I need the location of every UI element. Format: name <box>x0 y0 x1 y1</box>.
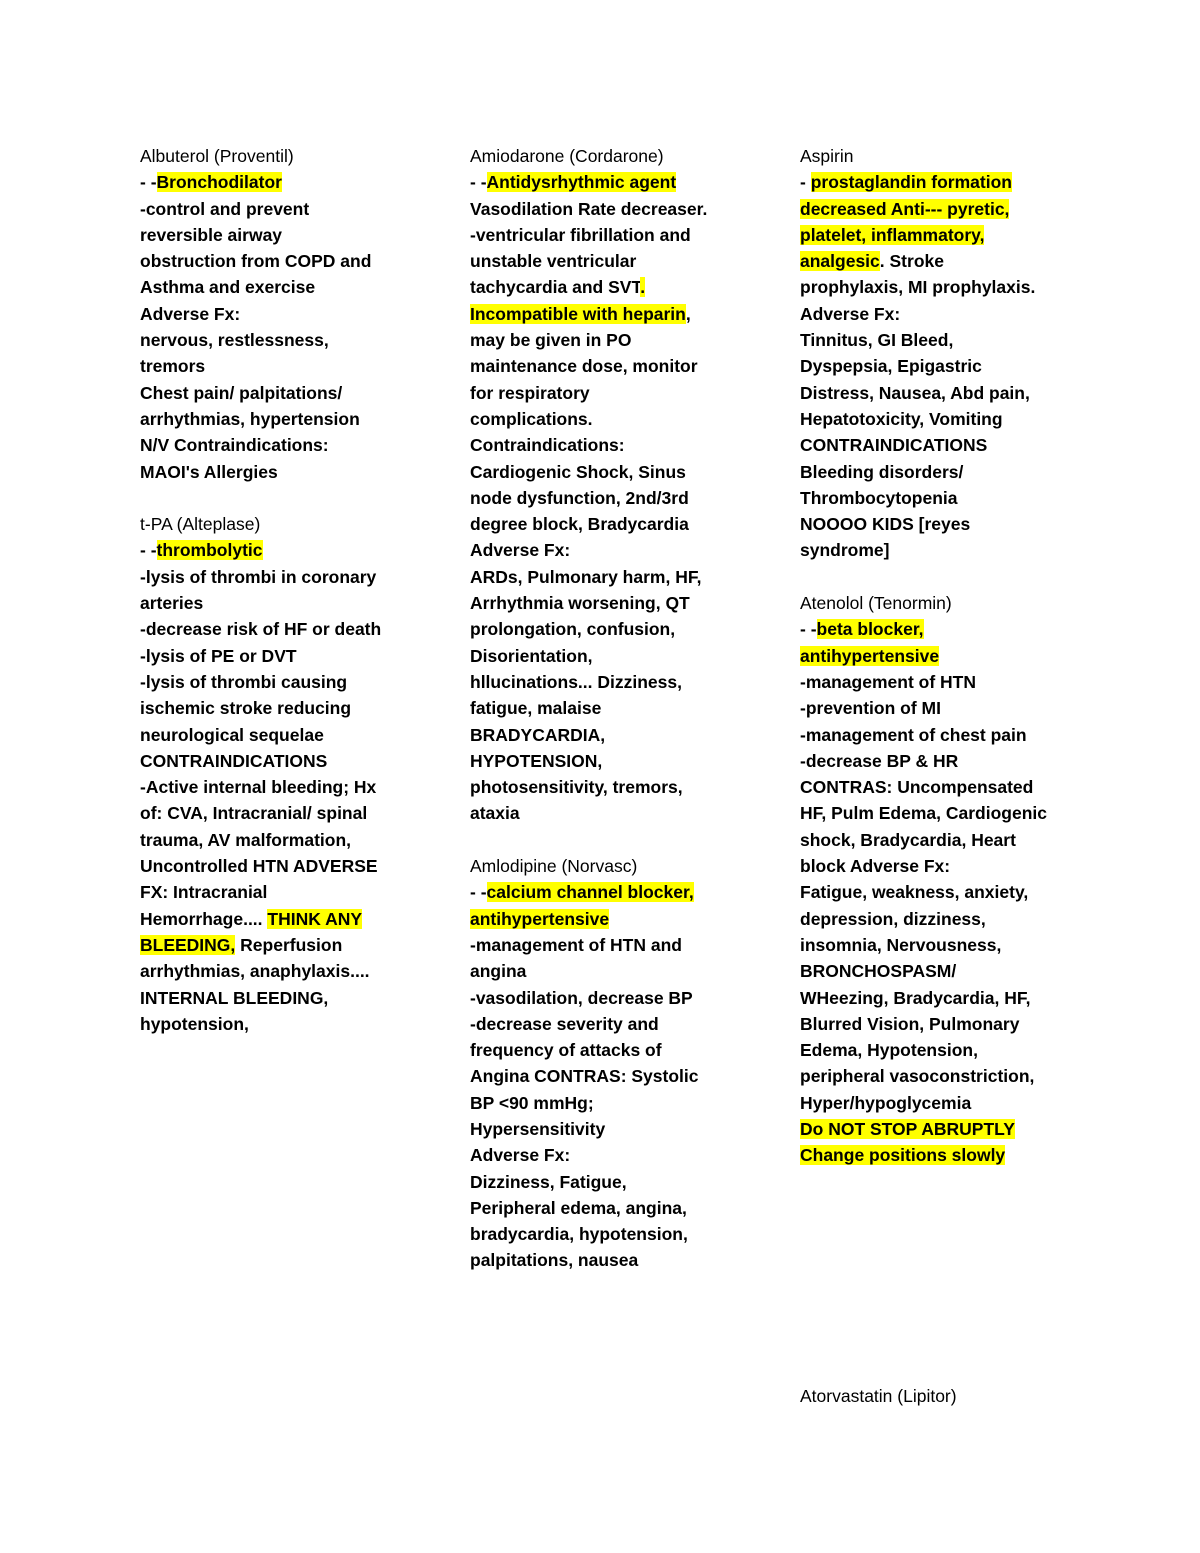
text-line: -lysis of PE or DVT <box>140 645 297 666</box>
amlodipine-body <box>470 932 770 1274</box>
text-line: unstable ventricular <box>470 251 637 272</box>
text: Reperfusion <box>235 934 343 955</box>
aspirin-body <box>800 274 1100 563</box>
text-line: Cardiogenic Shock, Sinus <box>470 461 686 482</box>
atenolol-class-line <box>800 616 1100 642</box>
tpa-title: t-PA (Alteplase) <box>140 514 261 535</box>
text-line: block Adverse Fx: <box>800 856 951 877</box>
text-line: -decrease BP & HR <box>800 750 959 771</box>
text-line: -prevention of MI <box>800 698 941 719</box>
column-1 <box>140 143 430 1037</box>
text-line: angina <box>470 961 527 982</box>
text-line: hypotension, <box>140 1013 249 1034</box>
aspirin-highlight-3: platelet, inflammatory, <box>800 224 985 245</box>
text-line: N/V Contraindications: <box>140 435 329 456</box>
text-line: CONTRAS: Uncompensated <box>800 777 1034 798</box>
text-line: Angina CONTRAS: Systolic <box>470 1066 699 1087</box>
text: . Stroke <box>879 251 944 272</box>
text-line: -management of HTN and <box>470 934 682 955</box>
text-line: FX: Intracranial <box>140 882 268 903</box>
text-line: bradycardia, hypotension, <box>470 1224 688 1245</box>
text: , <box>685 303 691 324</box>
text-line: Hypersensitivity <box>470 1118 606 1139</box>
aspirin-hl-line-1 <box>800 169 1100 195</box>
atenolol-body <box>800 669 1100 1116</box>
text-line: HF, Pulm Edema, Cardiogenic <box>800 803 1047 824</box>
text-line: Bleeding disorders/ <box>800 461 964 482</box>
text-line: Fatigue, weakness, anxiety, <box>800 882 1029 903</box>
text-line: Arrhythmia worsening, QT <box>470 593 690 614</box>
albuterol-class-line <box>140 169 430 195</box>
amiodarone-body-2 <box>470 327 770 827</box>
text-line: Thrombocytopenia <box>800 487 958 508</box>
spacer <box>140 485 430 511</box>
text-line: hllucinations... Dizziness, <box>470 671 682 692</box>
text-line: Distress, Nausea, Abd pain, <box>800 382 1030 403</box>
text-line: arrhythmias, hypertension <box>140 408 360 429</box>
text-line: -control and prevent <box>140 198 310 219</box>
aspirin-highlight-1: prostaglandin formation <box>810 172 1012 193</box>
amiodarone-class-line <box>470 169 770 195</box>
text-line: may be given in PO <box>470 330 632 351</box>
dash: - - <box>800 619 817 640</box>
text-line: NOOOO KIDS [reyes <box>800 514 971 535</box>
tpa-class-line <box>140 537 430 563</box>
atenolol-warning-1-line <box>800 1116 1100 1142</box>
text-line: of: CVA, Intracranial/ spinal <box>140 803 368 824</box>
highlight-bleeding: BLEEDING, <box>140 934 236 955</box>
text-line: Tinnitus, GI Bleed, <box>800 330 954 351</box>
text-line: -lysis of thrombi causing <box>140 671 348 692</box>
text-line: Adverse Fx: <box>470 1145 571 1166</box>
text-line: -lysis of thrombi in coronary <box>140 566 377 587</box>
amiodarone-class: Antidysrhythmic agent <box>486 172 677 193</box>
text-line: obstruction from COPD and <box>140 251 372 272</box>
aspirin-hl-line-4 <box>800 248 1100 274</box>
atenolol-title: Atenolol (Tenormin) <box>800 593 952 614</box>
atenolol-class-2: antihypertensive <box>800 645 940 666</box>
text-line: MAOI's Allergies <box>140 461 278 482</box>
text-line: Hyper/hypoglycemia <box>800 1092 972 1113</box>
amlodipine-class-2: antihypertensive <box>470 908 610 929</box>
text-line: CONTRAINDICATIONS <box>140 750 328 771</box>
text-line: complications. <box>470 408 593 429</box>
atenolol-class-1: beta blocker, <box>816 619 924 640</box>
text-line: degree block, Bradycardia <box>470 514 689 535</box>
text-line: Contraindications: <box>470 435 625 456</box>
aspirin-hl-line-2 <box>800 196 1100 222</box>
text-line: for respiratory <box>470 382 590 403</box>
text-line: prolongation, confusion, <box>470 619 676 640</box>
atenolol-warning-2-line <box>800 1142 1100 1168</box>
text-line: insomnia, Nervousness, <box>800 934 1002 955</box>
aspirin-highlight-4: analgesic <box>800 251 880 272</box>
text-line: prophylaxis, MI prophylaxis. <box>800 277 1036 298</box>
text-line: Edema, Hypotension, <box>800 1040 978 1061</box>
aspirin-title: Aspirin <box>800 146 854 166</box>
highlight-heparin: Incompatible with heparin <box>470 303 686 324</box>
text-line: reversible airway <box>140 224 283 245</box>
text-line: node dysfunction, 2nd/3rd <box>470 487 689 508</box>
text-line: Chest pain/ palpitations/ <box>140 382 343 403</box>
albuterol-class: Bronchodilator <box>156 172 282 193</box>
text-line: arteries <box>140 593 204 614</box>
text-line: peripheral vasoconstriction, <box>800 1066 1035 1087</box>
text: Hemorrhage.... <box>140 908 268 929</box>
albuterol-body <box>140 196 430 485</box>
text-line: photosensitivity, tremors, <box>470 777 683 798</box>
text-line: syndrome] <box>800 540 890 561</box>
highlight-think-any: THINK ANY <box>267 908 363 929</box>
column-2 <box>470 143 770 1274</box>
text: tachycardia and SVT <box>470 277 641 298</box>
text-line: BP <90 mmHg; <box>470 1092 594 1113</box>
text-line: INTERNAL BLEEDING, <box>140 987 329 1008</box>
text-line: -vasodilation, decrease BP <box>470 987 693 1008</box>
text-line: ataxia <box>470 803 520 824</box>
text-line: CONTRAINDICATIONS <box>800 435 988 456</box>
column-3 <box>800 143 1100 1169</box>
text-line: Dyspepsia, Epigastric <box>800 356 982 377</box>
amiodarone-body <box>470 196 770 275</box>
atenolol-warning-1: Do NOT STOP ABRUPTLY <box>800 1118 1015 1139</box>
text-line: trauma, AV malformation, <box>140 829 352 850</box>
text-line: HYPOTENSION, <box>470 750 603 771</box>
text-line: ARDs, Pulmonary harm, HF, <box>470 566 702 587</box>
spacer <box>800 564 1100 590</box>
tpa-body-2 <box>140 958 430 1037</box>
text-line: ischemic stroke reducing <box>140 698 352 719</box>
dash: - <box>800 172 811 193</box>
text-line: Disorientation, <box>470 645 593 666</box>
albuterol-title: Albuterol (Proventil) <box>140 146 294 166</box>
amlodipine-class-line-2 <box>470 906 770 932</box>
text-line: maintenance dose, monitor <box>470 356 698 377</box>
amlodipine-title: Amlodipine (Norvasc) <box>470 856 638 877</box>
text-line: -management of HTN <box>800 671 976 692</box>
amlodipine-class-line <box>470 879 770 905</box>
text-line: BRONCHOSPASM/ <box>800 961 957 982</box>
amlodipine-class-1: calcium channel blocker, <box>486 882 694 903</box>
spacer <box>470 827 770 853</box>
text-line: Hepatotoxicity, Vomiting <box>800 408 1003 429</box>
aspirin-hl-line-3 <box>800 222 1100 248</box>
dash: - - <box>140 540 157 561</box>
dash: - - <box>470 882 487 903</box>
text-line: nervous, restlessness, <box>140 330 329 351</box>
text-line: palpitations, nausea <box>470 1250 639 1271</box>
tpa-class: thrombolytic <box>156 540 263 561</box>
text-line: -ventricular fibrillation and <box>470 224 691 245</box>
text-line: -decrease risk of HF or death <box>140 619 382 640</box>
text-line: arrhythmias, anaphylaxis.... <box>140 961 370 982</box>
text-line: Blurred Vision, Pulmonary <box>800 1013 1020 1034</box>
amiodarone-title: Amiodarone (Cordarone) <box>470 146 664 166</box>
atenolol-class-line-2 <box>800 643 1100 669</box>
amiodarone-svt-line <box>470 274 770 300</box>
tpa-body <box>140 564 430 906</box>
aspirin-highlight-2: decreased Anti--- pyretic, <box>800 198 1010 219</box>
text-line: depression, dizziness, <box>800 908 986 929</box>
text-line: Peripheral edema, angina, <box>470 1197 687 1218</box>
text-line: Adverse Fx: <box>470 540 571 561</box>
tpa-hemorrhage-line <box>140 906 430 932</box>
text-line: Dizziness, Fatigue, <box>470 1171 627 1192</box>
text-line: neurological sequelae <box>140 724 324 745</box>
text-line: Vasodilation Rate decreaser. <box>470 198 708 219</box>
text-line: Asthma and exercise <box>140 277 316 298</box>
tpa-bleeding-line <box>140 932 430 958</box>
text-line: WHeezing, Bradycardia, HF, <box>800 987 1031 1008</box>
text-line: -decrease severity and <box>470 1013 659 1034</box>
dash: - - <box>470 172 487 193</box>
atorvastatin-title: Atorvastatin (Lipitor) <box>800 1386 957 1406</box>
text-line: tremors <box>140 356 206 377</box>
text-line: -management of chest pain <box>800 724 1027 745</box>
highlight-period: . <box>640 277 646 298</box>
text-line: Adverse Fx: <box>800 303 901 324</box>
dash: - - <box>140 172 157 193</box>
text-line: Adverse Fx: <box>140 303 241 324</box>
text-line: BRADYCARDIA, <box>470 724 606 745</box>
text-line: fatigue, malaise <box>470 698 602 719</box>
text-line: Uncontrolled HTN ADVERSE <box>140 856 378 877</box>
atenolol-warning-2: Change positions slowly <box>800 1145 1006 1166</box>
text-line: frequency of attacks of <box>470 1040 662 1061</box>
text-line: shock, Bradycardia, Heart <box>800 829 1016 850</box>
amiodarone-heparin-line <box>470 301 770 327</box>
text-line: -Active internal bleeding; Hx <box>140 777 377 798</box>
